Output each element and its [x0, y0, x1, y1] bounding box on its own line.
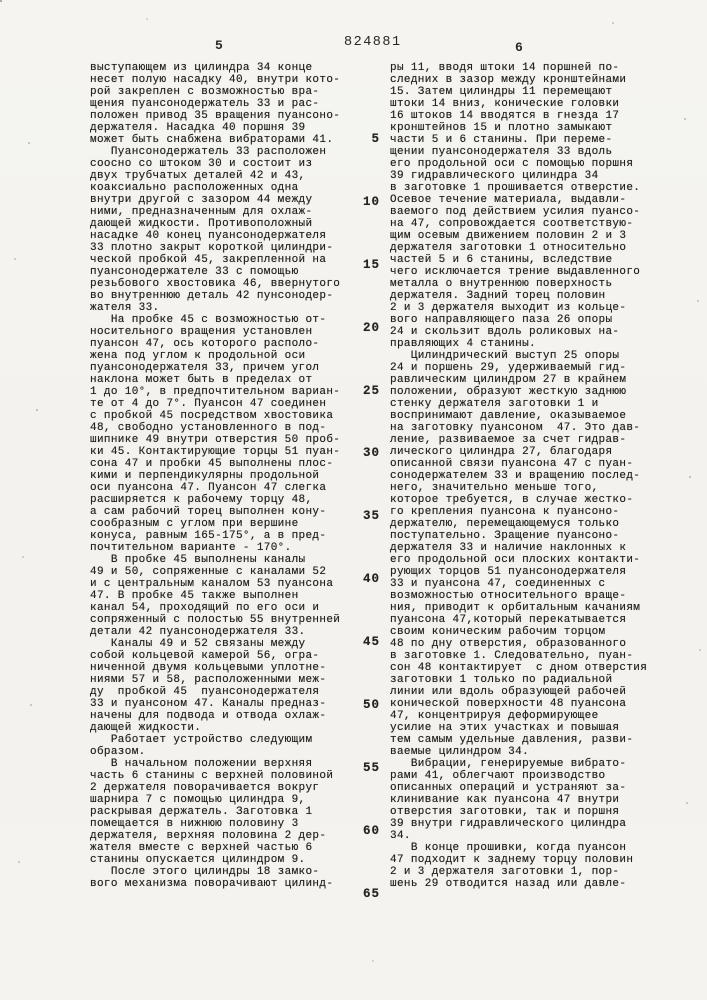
line-number: 50 — [362, 698, 380, 713]
text-line: детали 42 пуансонодержателя 33. — [90, 626, 306, 638]
text-line: Вибрации, генерируемые вибрато- — [390, 758, 627, 770]
text-line: ление, развиваемое за счет гидрав- — [390, 434, 627, 446]
text-line: сон 48 контактирует с дном отверстия — [390, 662, 648, 674]
text-line: его продольной оси с помощью поршня — [390, 158, 634, 170]
line-number: 25 — [362, 383, 380, 398]
text-line: конуса, равным 165-175°, а в пред- — [90, 530, 327, 542]
text-line: ду пробкой 45 пуансонодержателя — [90, 686, 320, 698]
text-line: конической поверхности 48 пуансона — [390, 698, 627, 710]
text-line: двух трубчатых деталей 42 и 43, — [90, 170, 306, 182]
text-line: держателя. Задний торец половин — [390, 290, 606, 302]
text-line: 16 штоков 14 вводятся в гнезда 17 — [390, 110, 620, 122]
text-line: 2 и 3 держателя заготовки 1, пор- — [390, 866, 620, 878]
text-line: правляющих 4 станины. — [390, 338, 536, 350]
text-line: щим осевым движением половин 2 и 3 — [390, 230, 627, 242]
text-line: Пуансонодержатель 33 расположен — [90, 146, 327, 158]
text-line: В пробке 45 выполнены каналы — [90, 554, 306, 566]
text-line: него, значительно меньше того, — [390, 482, 599, 494]
text-line: го крепления пуансона к пуансоно- — [390, 506, 620, 518]
text-line: ческой пробкой 45, закрепленной на — [90, 254, 327, 266]
text-line: держателя. Насадка 40 поршня 39 — [90, 122, 306, 134]
text-line: Работает устройство следующим — [90, 734, 313, 746]
text-line: следних в зазор между кронштейнами — [390, 74, 627, 86]
text-line: лического цилиндра 27, благодаря — [390, 446, 613, 458]
text-line: выступающем из цилиндра 34 конце — [90, 62, 313, 74]
text-line: те от 4 до 7°. Пуансон 47 соединен — [90, 398, 327, 410]
text-line: 2 держателя поворачивается вокруг — [90, 782, 320, 794]
text-line: описанной связи пуансона 47 с пуан- — [390, 458, 634, 470]
text-line: заготовки 1 только по радиальной — [390, 674, 613, 686]
text-line: в заготовке 1 прошивается отверстие. — [390, 182, 641, 194]
text-line: части 5 и 6 станины. При переме- — [390, 134, 613, 146]
text-line: кими и перпендикулярны продольной — [90, 470, 320, 482]
text-line: возможностью относительного враще- — [390, 590, 627, 602]
text-line: сопряженный с полостью 55 внутренней — [90, 614, 341, 626]
text-line: рой закреплен с возможностью вра- — [90, 86, 320, 98]
line-number: 35 — [362, 509, 380, 524]
text-line: 24 и поршень 29, удерживаемый гид- — [390, 362, 627, 374]
line-number: 40 — [362, 572, 380, 587]
text-line: держателя, верхняя половина 2 дер- — [90, 830, 327, 842]
text-line: 47. В пробке 45 также выполнен — [90, 590, 299, 602]
text-line: дающей жидкости. Противоположный — [90, 218, 313, 230]
text-line: 15. Затем цилиндры 11 перемещают — [390, 86, 613, 98]
text-line: описанных операций и устраняют за- — [390, 782, 627, 794]
text-line: сонодержателем 33 и вращению послед- — [390, 470, 641, 482]
text-line: часть 6 станины с верхней половиной — [90, 770, 334, 782]
text-line: сообразным с углом при вершине — [90, 518, 299, 530]
text-line: вого направляющего паза 26 опоры — [390, 314, 613, 326]
text-line: насадке 40 конец пуансонодержателя — [90, 230, 327, 242]
text-line: 33 плотно закрыт короткой цилиндри- — [90, 242, 334, 254]
text-line: на 47, сопровождается соответствую- — [390, 218, 634, 230]
text-line: оси пуансона 47. Пуансон 47 слегка — [90, 482, 327, 494]
text-line: металла о внутреннюю поверхность — [390, 278, 613, 290]
text-line: его продольной оси плоских контакти- — [390, 554, 641, 566]
text-line: отверстия заготовки, так и поршня — [390, 806, 620, 818]
text-line: положении, образуют жесткую заднюю — [390, 386, 627, 398]
text-line: тем самым удельные давления, разви- — [390, 734, 634, 746]
text-line: коаксиально расположенных одна — [90, 182, 299, 194]
text-line: кронштейнов 15 и плотно замыкают — [390, 122, 613, 134]
line-number: 10 — [362, 194, 380, 209]
page-number-right: 6 — [515, 40, 523, 55]
text-line: держателя заготовки 1 относительно — [390, 242, 627, 254]
text-line: ры 11, вводя штоки 14 поршней по- — [390, 62, 620, 74]
text-line: с пробкой 45 посредством хвостовика — [90, 410, 334, 422]
line-number: 60 — [362, 823, 380, 838]
text-line: канал 54, проходящий по его оси и — [90, 602, 320, 614]
text-line: пуансонодержателя 33, причем угол — [90, 362, 320, 374]
text-line: которое требуется, в случае жестко- — [390, 494, 634, 506]
text-line: своим коническим рабочим торцом — [390, 626, 606, 638]
text-line: Цилиндрический выступ 25 опоры — [390, 350, 620, 362]
text-line: во внутреннюю деталь 42 пунсонодер- — [90, 290, 334, 302]
text-line: расширяется к рабочему торцу 48, — [90, 494, 313, 506]
left-text-column — [90, 62, 370, 890]
text-line: и с центральным каналом 53 пуансона — [90, 578, 334, 590]
text-line: 49 и 50, сопряженные с каналами 52 — [90, 566, 327, 578]
line-number: 45 — [362, 635, 380, 650]
text-line: держателю, перемещающемуся только — [390, 518, 620, 530]
text-line: 47 подходит к заднему торцу половин — [390, 854, 634, 866]
text-line: жена под углом к продольной оси — [90, 350, 306, 362]
right-text-column — [390, 62, 680, 890]
text-line: штоки 14 вниз, конические головки — [390, 98, 620, 110]
text-line: образом. — [90, 746, 146, 758]
line-number-gutter — [334, 132, 380, 950]
text-line: начены для подвода и отвода охлаж- — [90, 710, 327, 722]
text-line: в заготовке 1. Следовательно, пуан- — [390, 650, 634, 662]
text-line: Осевое течение материала, выдавли- — [390, 194, 627, 206]
text-line: рующих торцов 51 пуансонодержателя — [390, 566, 627, 578]
line-number: 30 — [362, 446, 380, 461]
text-line: сона 47 и пробки 45 выполнены плос- — [90, 458, 334, 470]
text-line: шарнира 7 с помощью цилиндра 9, — [90, 794, 306, 806]
patent-number: 824881 — [344, 35, 402, 50]
text-line: В конце прошивки, когда пуансон — [390, 842, 627, 854]
text-line: рами 41, облегчают производство — [390, 770, 606, 782]
text-line: 1 до 10°, в предпочтительном вариан- — [90, 386, 341, 398]
text-line: В начальном положении верхняя — [90, 758, 313, 770]
text-line: 24 и скользит вдоль роликовых на- — [390, 326, 620, 338]
text-line: жателя 33. — [90, 302, 160, 314]
text-line: воспринимают давление, оказываемое — [390, 410, 627, 422]
text-line: помещается в нижнюю половину 3 — [90, 818, 299, 830]
text-line: чего исключается трение выдавленного — [390, 266, 641, 278]
text-line: 2 и 3 держателя выходит из кольце- — [390, 302, 627, 314]
text-line: Каналы 49 и 52 связаны между — [90, 638, 306, 650]
text-line: 39 гидравлического цилиндра 34 — [390, 170, 599, 182]
text-line: ваемые цилиндром 34. — [390, 746, 530, 758]
text-line: частей 5 и 6 станины, вследствие — [390, 254, 613, 266]
text-line: внутри другой с зазором 44 между — [90, 194, 313, 206]
text-line: резьбового хвостовика 46, ввернутого — [90, 278, 341, 290]
page-number-left: 5 — [215, 38, 223, 53]
text-line: пуансонодержателе 33 с помощью — [90, 266, 299, 278]
text-line: несет полую насадку 40, внутри кото- — [90, 74, 341, 86]
text-line: На пробке 45 с возможностью от- — [90, 314, 327, 326]
text-line: 33 и пуансоном 47. Каналы предназ- — [90, 698, 327, 710]
text-line: дающей жидкости. — [90, 722, 202, 734]
text-line: ниченной двумя кольцевыми уплотне- — [90, 662, 327, 674]
text-line: ниями 57 и 58, расположенными меж- — [90, 674, 327, 686]
text-line: жателя вместе с верхней частью 6 — [90, 842, 313, 854]
text-line: шипнике 49 внутри отверстия 50 проб- — [90, 434, 341, 446]
line-number: 55 — [362, 760, 380, 775]
text-line: усилие на этих участках и повышая — [390, 722, 620, 734]
line-number: 65 — [362, 886, 380, 901]
text-line: клинивание как пуансона 47 внутри — [390, 794, 620, 806]
text-line: щении пуансонодержателя 33 вдоль — [390, 146, 613, 158]
text-line: наклона может быть в пределах от — [90, 374, 313, 386]
text-line: почтительном варианте - 170°. — [90, 542, 292, 554]
text-line: соосно со штоком 30 и состоит из — [90, 158, 313, 170]
text-line: 39 внутри гидравлического цилиндра — [390, 818, 627, 830]
text-line: вого механизма поворачивают цилинд- — [90, 878, 334, 890]
text-line: пуансона 47,который перекатывается — [390, 614, 627, 626]
text-line: 48 по дну отверстия, образованного — [390, 638, 627, 650]
text-line: 47, концентрируя деформирующее — [390, 710, 599, 722]
text-line: 34. — [390, 830, 411, 842]
text-line: щения пуансонодержатель 33 и рас- — [90, 98, 320, 110]
text-line: шень 29 отводится назад или давле- — [390, 878, 627, 890]
line-number: 20 — [362, 320, 380, 335]
text-line: раскрывая держатель. Заготовка 1 — [90, 806, 313, 818]
text-line: станины опускается цилиндром 9. — [90, 854, 306, 866]
text-line: носительного вращения установлен — [90, 326, 313, 338]
text-line: на заготовку пуансоном 47. Это дав- — [390, 422, 641, 434]
text-line: После этого цилиндры 18 замко- — [90, 866, 320, 878]
text-line: ки 45. Контактирующие торцы 51 пуан- — [90, 446, 341, 458]
text-line: а сам рабочий торец выполнен кону- — [90, 506, 327, 518]
text-line: ваемого под действием усилия пуансо- — [390, 206, 641, 218]
text-line: 48, свободно установленного в под- — [90, 422, 327, 434]
line-number: 15 — [362, 257, 380, 272]
text-line: 33 и пуансона 47, соединенных с — [390, 578, 606, 590]
scan-noise-specks — [0, 0, 2, 2]
text-line: ними, предназначенным для охлаж- — [90, 206, 313, 218]
text-line: может быть снабжена вибраторами 41. — [90, 134, 334, 146]
text-line: поступательно. Зращение пуансоно- — [390, 530, 620, 542]
text-line: стенку держателя заготовки 1 и — [390, 398, 599, 410]
text-line: пуансон 47, ось которого располо- — [90, 338, 320, 350]
text-line: положен привод 35 вращения пуансоно- — [90, 110, 341, 122]
line-number: 5 — [371, 132, 380, 146]
text-line: держателя 33 и наличие наклонных к — [390, 542, 627, 554]
text-line: равлическим цилиндром 27 в крайнем — [390, 374, 627, 386]
text-line: линии или вдоль образующей рабочей — [390, 686, 627, 698]
text-line: ния, приводит к орбитальным качаниям — [390, 602, 641, 614]
text-line: собой кольцевой камерой 56, огра- — [90, 650, 320, 662]
